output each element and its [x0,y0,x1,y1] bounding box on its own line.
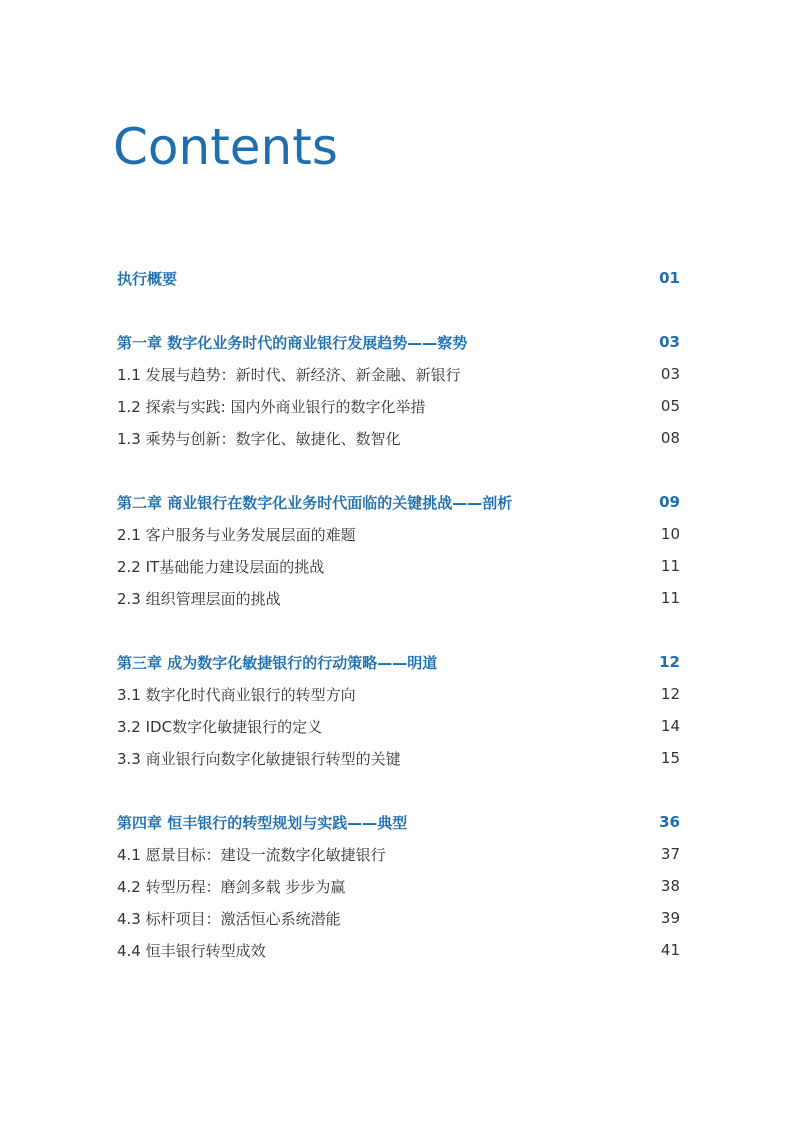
toc-item-label: 4.4 恒丰银行转型成效 [117,941,266,960]
toc-item-label: 4.1 愿景目标：建设一流数字化敏捷银行 [117,845,386,864]
toc-item-label: 4.3 标杆项目：激活恒心系统潜能 [117,909,341,928]
toc-chapter-entry[interactable] [117,486,680,518]
toc-item-label: 1.3 乘势与创新：数字化、敏捷化、数智化 [117,429,401,448]
toc-page-number: 36 [659,813,680,831]
toc-chapter-entry[interactable] [117,262,680,294]
toc-item-label: 4.2 转型历程：磨剑多载 步步为赢 [117,877,346,896]
toc-chapter-entry[interactable] [117,326,680,358]
toc-page-number: 39 [660,909,680,927]
toc-item-label: 2.2 IT基础能力建设层面的挑战 [117,557,325,576]
toc-item-entry[interactable] [117,422,680,454]
toc-item-entry[interactable] [117,550,680,582]
toc-section-chapter-3 [117,646,680,774]
toc-chapter-label: 第四章 恒丰银行的转型规划与实践——典型 [117,813,408,832]
toc-chapter-entry[interactable] [117,646,680,678]
toc-item-label: 1.1 发展与趋势：新时代、新经济、新金融、新银行 [117,365,461,384]
toc-chapter-label: 第二章 商业银行在数字化业务时代面临的关键挑战——剖析 [117,493,513,512]
toc-item-label: 3.2 IDC数字化敏捷银行的定义 [117,717,323,736]
toc-page-number: 05 [660,397,680,415]
toc-item-label: 1.2 探索与实践: 国内外商业银行的数字化举措 [117,397,426,416]
table-of-contents [117,262,680,998]
toc-item-label: 2.1 客户服务与业务发展层面的难题 [117,525,356,544]
toc-page-number: 01 [659,269,680,287]
toc-section-summary [117,262,680,294]
toc-page-number: 03 [659,333,680,351]
toc-page-number: 14 [660,717,680,735]
toc-section-chapter-2 [117,486,680,614]
toc-page-number: 38 [660,877,680,895]
toc-section-chapter-4 [117,806,680,966]
toc-page-number: 11 [660,557,680,575]
toc-chapter-label: 第一章 数字化业务时代的商业银行发展趋势——察势 [117,333,468,352]
toc-page-number: 11 [660,589,680,607]
toc-item-entry[interactable] [117,678,680,710]
toc-item-entry[interactable] [117,742,680,774]
toc-item-entry[interactable] [117,870,680,902]
toc-page-number: 41 [660,941,680,959]
toc-item-entry[interactable] [117,710,680,742]
toc-page-number: 09 [659,493,680,511]
page-title: Contents [113,118,338,176]
toc-chapter-entry[interactable] [117,806,680,838]
toc-page-number: 12 [659,653,680,671]
toc-page-number: 10 [660,525,680,543]
toc-page-number: 12 [660,685,680,703]
toc-item-entry[interactable] [117,902,680,934]
toc-item-label: 2.3 组织管理层面的挑战 [117,589,281,608]
toc-section-chapter-1 [117,326,680,454]
toc-item-entry[interactable] [117,358,680,390]
toc-item-entry[interactable] [117,518,680,550]
toc-item-label: 3.3 商业银行向数字化敏捷银行转型的关键 [117,749,401,768]
toc-item-entry[interactable] [117,582,680,614]
toc-item-label: 3.1 数字化时代商业银行的转型方向 [117,685,356,704]
toc-item-entry[interactable] [117,934,680,966]
toc-item-entry[interactable] [117,390,680,422]
toc-chapter-label: 第三章 成为数字化敏捷银行的行动策略——明道 [117,653,438,672]
toc-page-number: 08 [660,429,680,447]
toc-item-entry[interactable] [117,838,680,870]
toc-page-number: 03 [660,365,680,383]
toc-chapter-label: 执行概要 [117,269,178,288]
toc-page-number: 37 [660,845,680,863]
toc-page-number: 15 [660,749,680,767]
